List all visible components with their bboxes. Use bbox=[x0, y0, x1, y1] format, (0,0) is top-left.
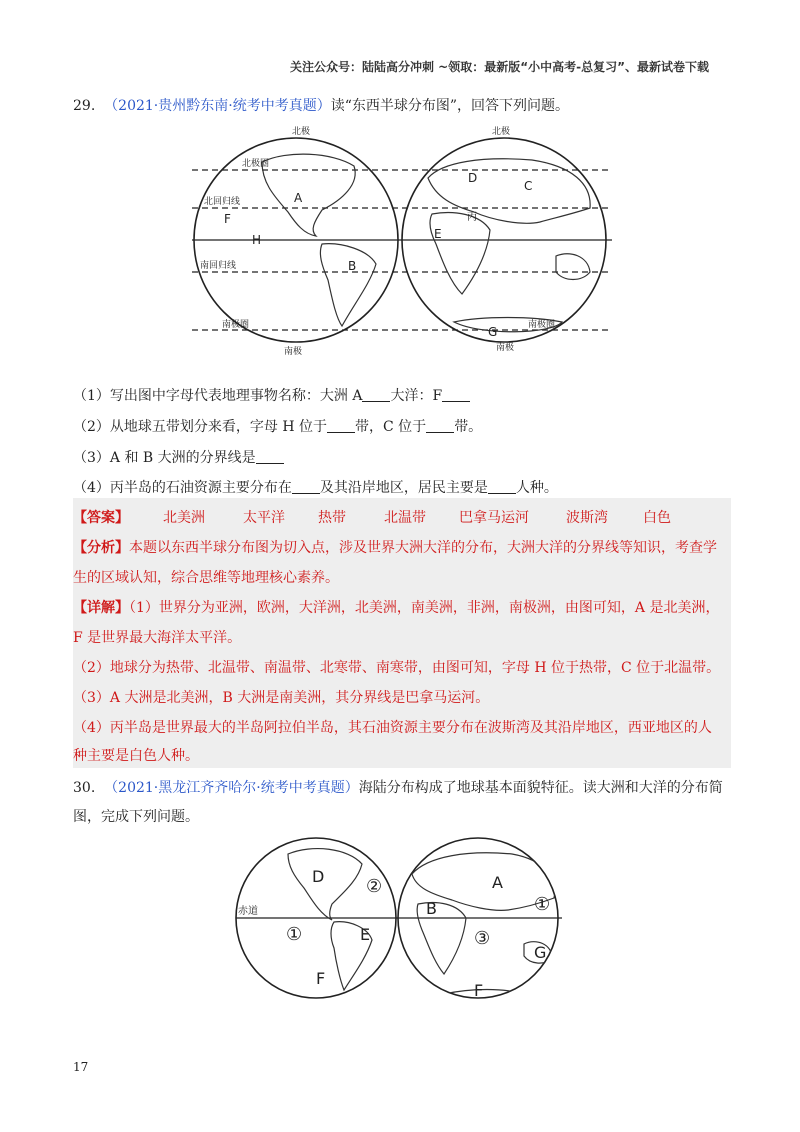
answer-blank bbox=[256, 449, 284, 464]
map-label: 北极 bbox=[492, 127, 511, 137]
map-label: 南极圈 bbox=[528, 320, 556, 330]
map-label: 北极 bbox=[292, 127, 311, 137]
map-letter: C bbox=[524, 179, 533, 193]
question-30-stem-2: 图，完成下列问题。 bbox=[73, 809, 199, 825]
map-letter: H bbox=[252, 233, 262, 247]
question-text: 读“东西半球分布图”，回答下列问题。 bbox=[330, 98, 570, 114]
detail-line-4b: 种主要是白色人种。 bbox=[73, 748, 199, 764]
map-label: 赤道 bbox=[238, 906, 258, 917]
answer-blank bbox=[292, 479, 320, 494]
map-letter: B bbox=[348, 259, 357, 273]
detail-line-4a: （4）丙半岛是世界最大的半岛阿拉伯半岛，其石油资源主要分布在波斯湾及其沿岸地区，西亚地区的人 bbox=[73, 720, 712, 736]
map-label: 南极圈 bbox=[222, 320, 250, 330]
sub-question-2: （2）从地球五带划分来看，字母 H 位于 带，C 位于 带。 bbox=[73, 419, 483, 435]
hemispheres-map-30 bbox=[232, 834, 568, 1014]
map-label: 北回归线 bbox=[204, 197, 241, 207]
map-letter: F bbox=[224, 212, 231, 226]
header-note: 关注公众号：陆陆高分冲刺 ~领取：最新版“小中高考-总复习”、最新试卷下载 bbox=[290, 60, 709, 74]
answer-blank bbox=[426, 418, 454, 433]
answer-item: 热带 bbox=[318, 510, 346, 526]
answer-blank bbox=[488, 479, 516, 494]
ocean-number: ② bbox=[366, 876, 383, 897]
answer-item: 白色 bbox=[643, 510, 671, 526]
detail-line-2: （2）地球分为热带、北温带、南温带、北寒带、南寒带，由图可知，字母 H 位于热带，C 位于北温带。 bbox=[73, 660, 721, 676]
detail-line-3: （3）A 大洲是北美洲，B 大洲是南美洲，其分界线是巴拿马运河。 bbox=[73, 690, 490, 706]
question-30-stem: 30. （2021·黑龙江齐齐哈尔·统考中考真题）海陆分布构成了地球基本面貌特征。读大洲和大洋的分布简 bbox=[73, 780, 723, 796]
question-number: 29. bbox=[73, 98, 96, 114]
map-label: 南极 bbox=[284, 347, 303, 357]
analysis-tag: 【分析】 bbox=[73, 540, 129, 556]
map-letter: F bbox=[474, 981, 484, 1000]
map-label: 南极 bbox=[496, 343, 515, 353]
map-letter: G bbox=[488, 325, 498, 339]
hemispheres-map-29 bbox=[192, 122, 612, 362]
map-letter: A bbox=[492, 873, 503, 892]
map-letter: F bbox=[316, 969, 326, 988]
map-letter: B bbox=[426, 899, 437, 918]
question-source: （2021·黑龙江齐齐哈尔·统考中考真题） bbox=[104, 780, 359, 796]
detail-line-1: 【详解】（1）世界分为亚洲，欧洲，大洋洲，北美洲，南美洲，非洲，南极洲，由图可知，A 是北美洲， bbox=[73, 600, 720, 616]
answer-tag: 【答案】 bbox=[73, 510, 129, 526]
answer-item: 波斯湾 bbox=[566, 510, 608, 526]
answer-item: 太平洋 bbox=[243, 510, 285, 526]
map-letter: E bbox=[360, 925, 371, 944]
answer-item: 北美洲 bbox=[163, 510, 205, 526]
west-continents bbox=[262, 143, 376, 326]
map-letter: D bbox=[468, 171, 478, 185]
answer-line bbox=[73, 508, 731, 528]
answer-blank bbox=[362, 387, 390, 402]
detail-line-1b: F 是世界最大海洋太平洋。 bbox=[73, 630, 242, 646]
map-letter: D bbox=[312, 867, 325, 886]
map-label: 北极圈 bbox=[242, 159, 270, 169]
question-source: （2021·贵州黔东南·统考中考真题） bbox=[104, 98, 331, 114]
question-29-stem bbox=[73, 96, 569, 116]
analysis-line-1: 【分析】本题以东西半球分布图为切入点，涉及世界大洲大洋的分布，大洲大洋的分界线等知识，考查学 bbox=[73, 540, 717, 556]
page-number: 17 bbox=[73, 1060, 89, 1074]
ocean-number: ③ bbox=[474, 928, 491, 949]
sub-question-3: （3）A 和 B 大洲的分界线是 bbox=[73, 448, 284, 468]
analysis-line-2: 生的区域认知，综合思维等地理核心素养。 bbox=[73, 570, 339, 586]
map-letter: E bbox=[434, 227, 442, 241]
sub-question-4: （4）丙半岛的石油资源主要分布在 及其沿岸地区，居民主要是 人种。 bbox=[73, 480, 558, 496]
map-label: 南回归线 bbox=[200, 261, 237, 271]
map-letter: A bbox=[294, 191, 303, 205]
sub-question-1: （1）写出图中字母代表地理事物名称：大洲 A 大洋：F bbox=[73, 386, 470, 406]
map-letter: G bbox=[534, 943, 547, 962]
answer-item: 北温带 bbox=[384, 510, 426, 526]
detail-tag: 【详解】 bbox=[73, 600, 129, 616]
ocean-number: ① bbox=[534, 894, 551, 915]
ocean-number: ① bbox=[286, 924, 303, 945]
map-letter: 丙 bbox=[467, 212, 477, 223]
east-continents bbox=[428, 159, 590, 332]
answer-item: 巴拿马运河 bbox=[459, 510, 529, 526]
answer-blank bbox=[442, 387, 470, 402]
answer-blank bbox=[327, 418, 355, 433]
